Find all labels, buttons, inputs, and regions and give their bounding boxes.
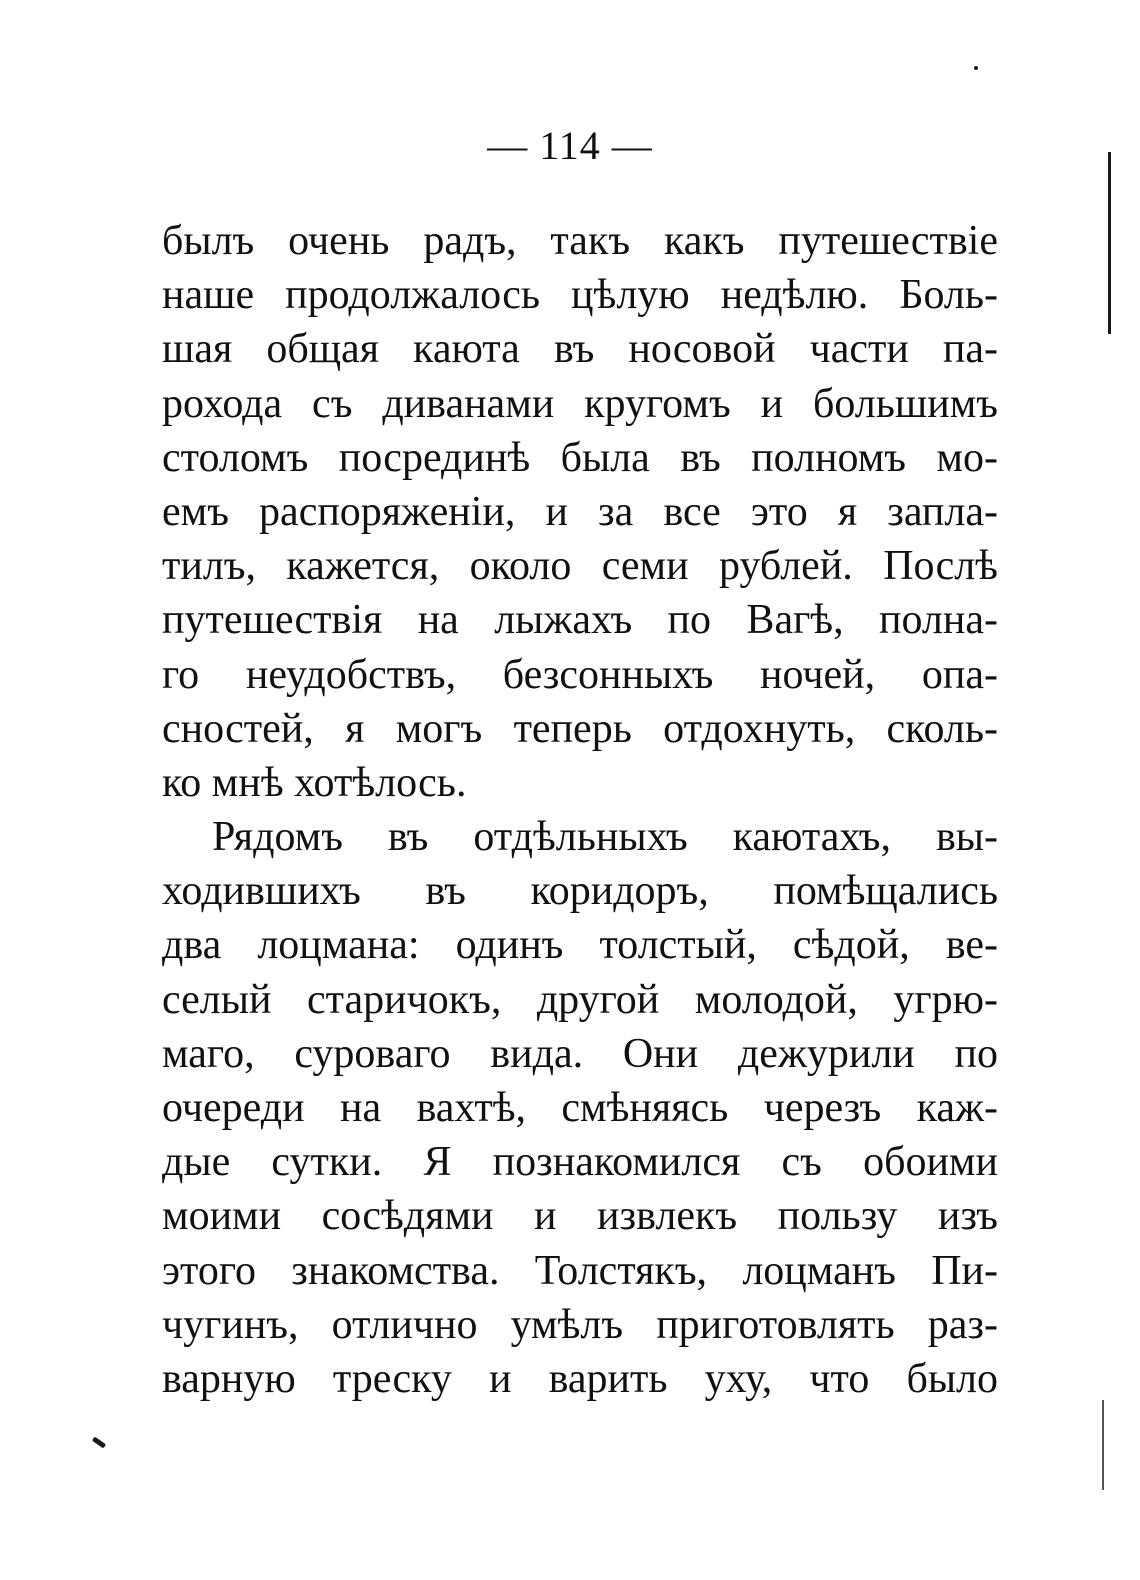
scan-edge-line-top <box>1108 152 1111 334</box>
text-line: этого знакомства. Толстякъ, лоцманъ Пи- <box>162 1247 998 1294</box>
text-line: два лоцмана: одинъ толстый, сѣдой, ве- <box>162 922 998 969</box>
page-number: — 114 — <box>487 123 653 168</box>
text-line: емъ распоряженіи, и за все это я запла- <box>162 488 998 535</box>
text-line: очереди на вахтѣ, смѣняясь черезъ каж- <box>162 1085 998 1131</box>
text-line: варную треску и варить уху, что было <box>162 1355 998 1402</box>
text-line: наше продолжалось цѣлую недѣлю. Боль- <box>162 272 998 319</box>
text-line: чугинъ, отлично умѣлъ приготовлять раз- <box>162 1301 998 1348</box>
scan-speck <box>974 66 978 70</box>
scan-speck-corner <box>92 1436 106 1448</box>
text-line: сностей, я могъ теперь отдохнуть, сколь- <box>162 705 998 752</box>
text-line: селый старичокъ, другой молодой, угрю- <box>162 976 998 1023</box>
text-line: ходившихъ въ коридоръ, помѣщались <box>162 868 998 915</box>
text-line: путешествія на лыжахъ по Вагѣ, полна- <box>162 597 998 644</box>
text-line: Рядомъ въ отдѣльныхъ каютахъ, вы- <box>212 814 998 861</box>
text-line: шая общая каюта въ носовой части па- <box>162 326 998 373</box>
body-text <box>162 214 998 1406</box>
text-line: дые сутки. Я познакомился съ обоими <box>162 1139 998 1186</box>
scan-edge-line-bottom <box>1102 1400 1104 1490</box>
text-line: рохода съ диванами кругомъ и большимъ <box>162 380 998 427</box>
text-line: тилъ, кажется, около семи рублей. Послѣ <box>162 543 998 590</box>
text-line: былъ очень радъ, такъ какъ путешествіе <box>162 218 998 264</box>
text-line: столомъ посрединѣ была въ полномъ мо- <box>162 434 998 481</box>
text-line: го неудобствъ, безсонныхъ ночей, опа- <box>162 651 998 698</box>
text-line: маго, суроваго вида. Они дежурили по <box>162 1030 998 1077</box>
text-line: ко мнѣ хотѣлось. <box>162 759 467 806</box>
text-line: моими сосѣдями и извлекъ пользу изъ <box>162 1193 998 1240</box>
